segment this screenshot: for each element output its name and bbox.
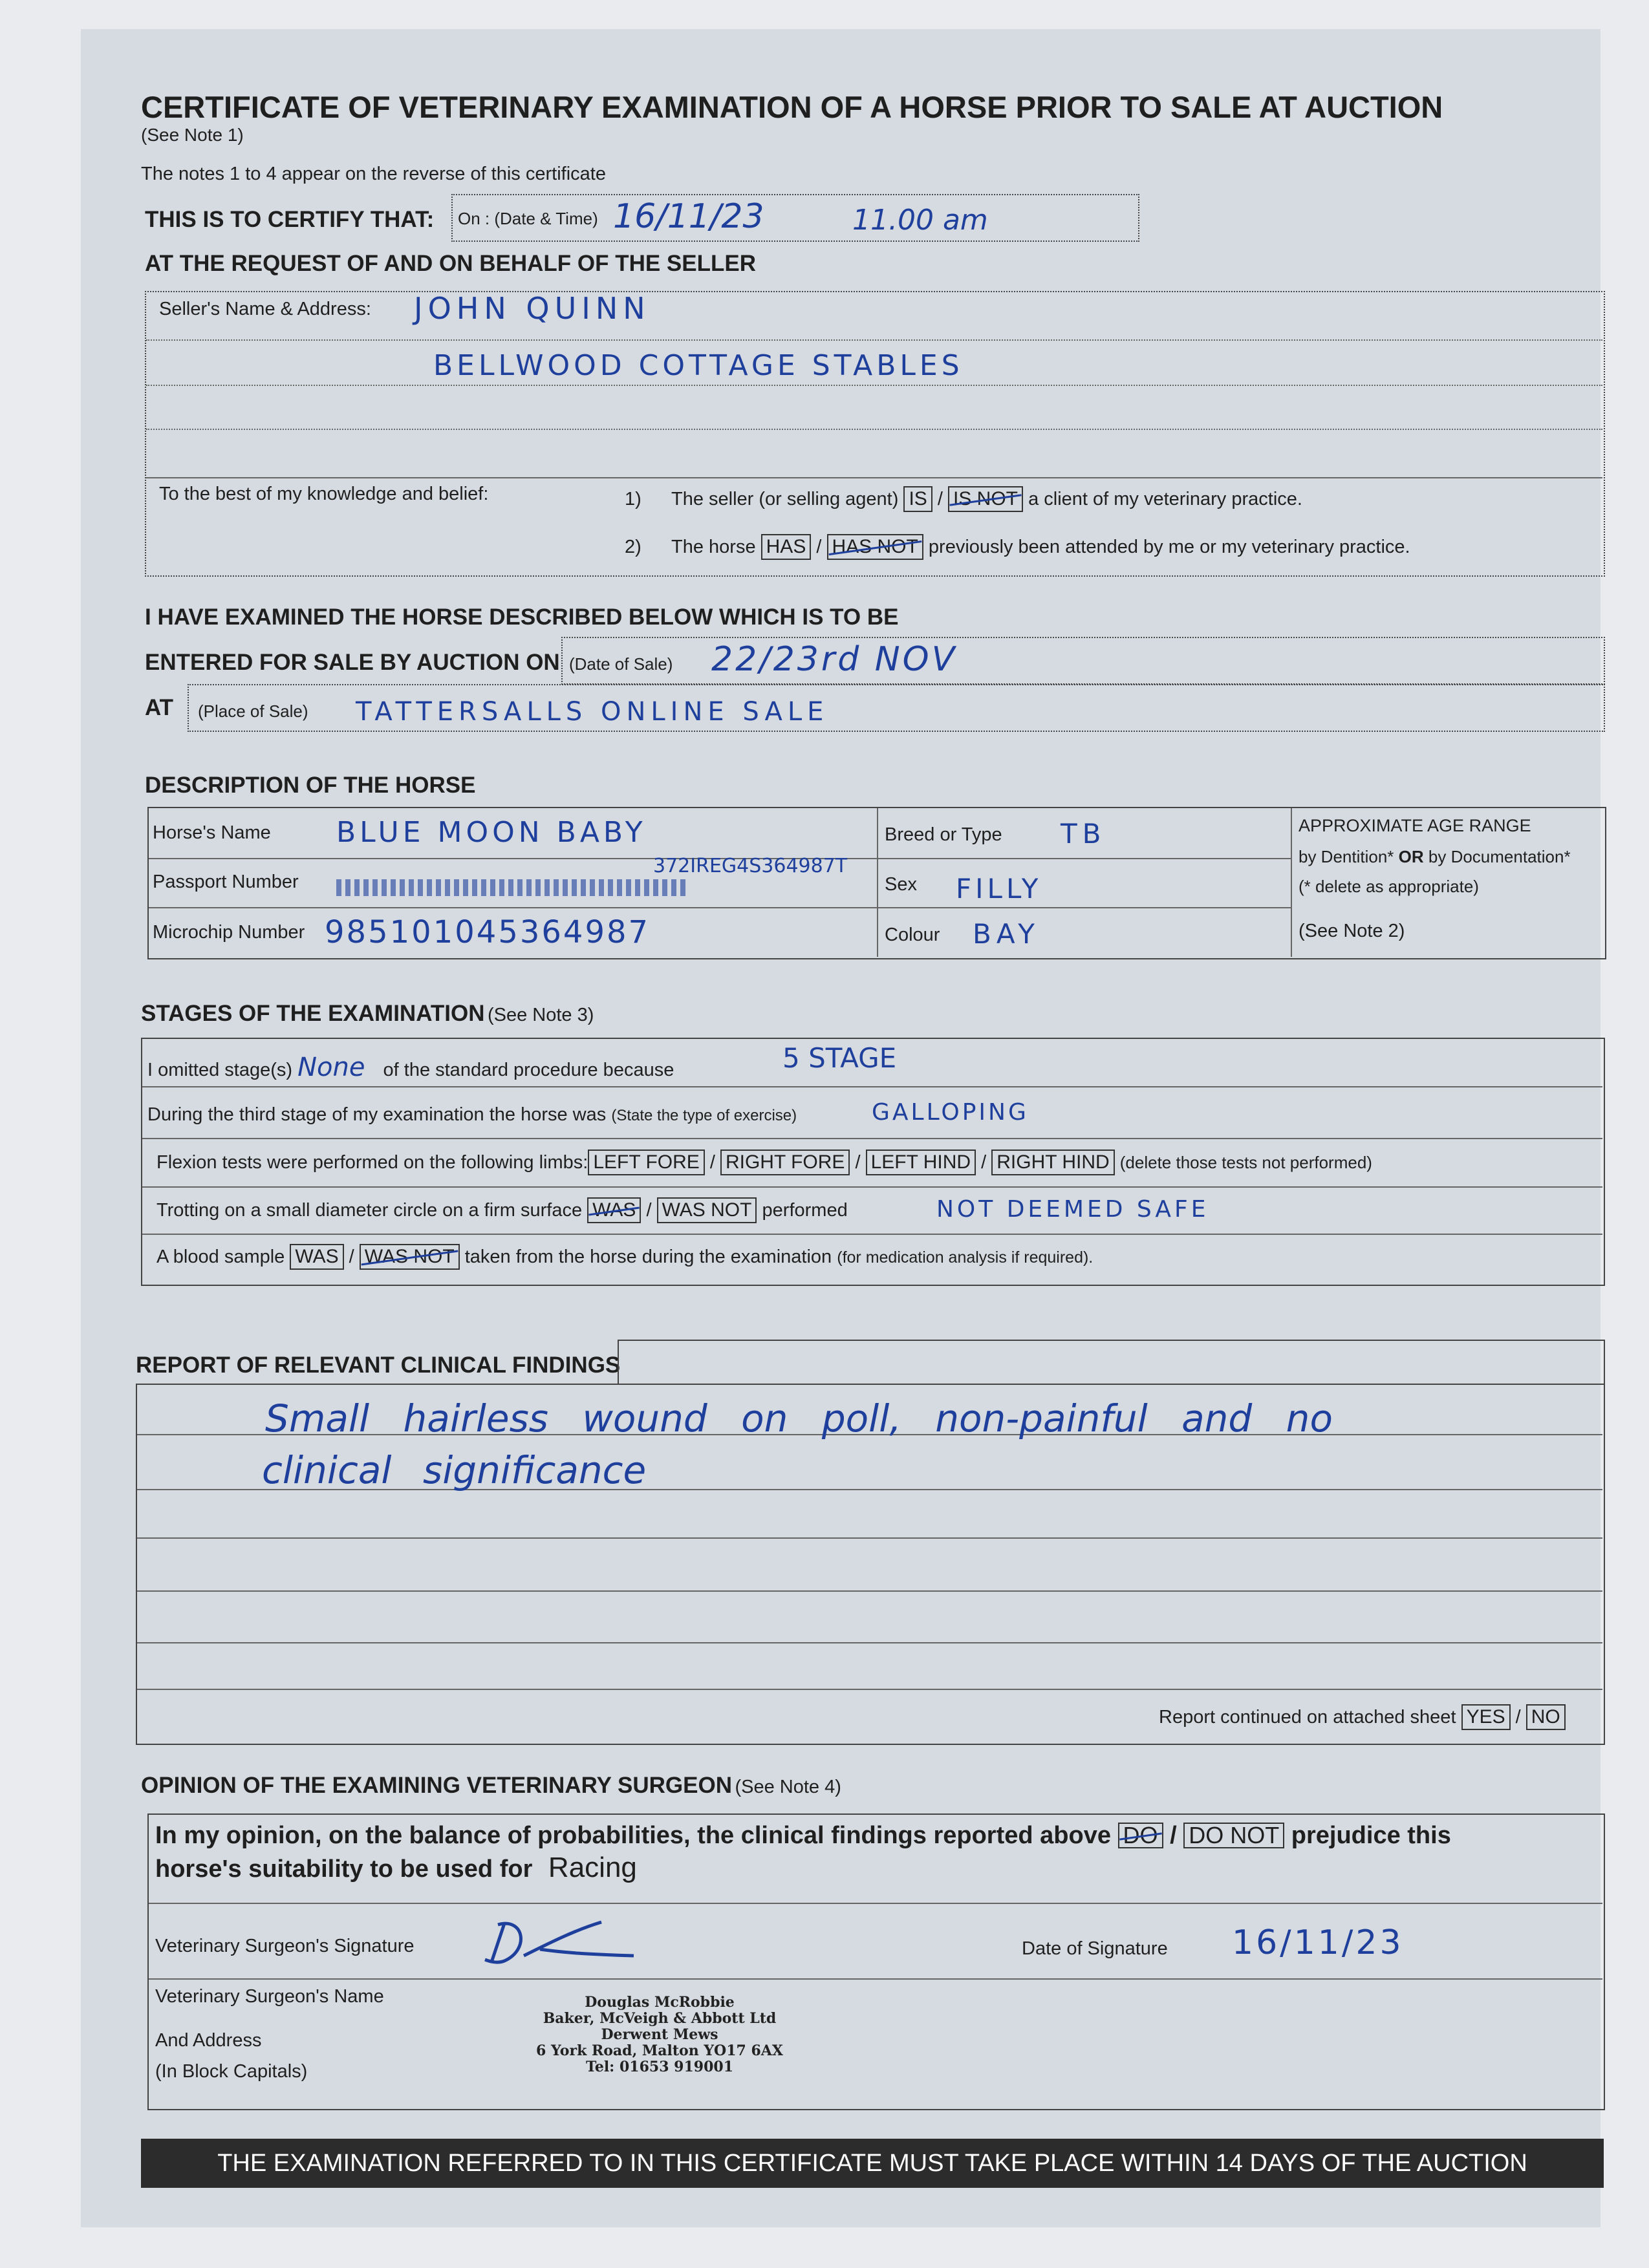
- omitted-label: I omitted stage(s): [147, 1060, 293, 1080]
- at-label: AT: [145, 695, 174, 720]
- right-hind-option[interactable]: RIGHT HIND: [991, 1150, 1114, 1175]
- item-1-number: 1): [625, 489, 641, 509]
- entered-label: ENTERED FOR SALE BY AUCTION ON: [145, 650, 560, 675]
- horse-attended-suffix: previously been attended by me or my veterinary practice.: [928, 537, 1410, 557]
- item-2-number: 2): [625, 537, 641, 557]
- stages-heading: [141, 1001, 594, 1027]
- microchip-label: Microchip Number: [153, 922, 305, 943]
- stamp-address-1: Derwent Mews: [601, 2026, 718, 2043]
- certify-label: THIS IS TO CERTIFY THAT:: [145, 207, 435, 232]
- report-heading: REPORT OF RELEVANT CLINICAL FINDINGS: [136, 1353, 621, 1378]
- age-see-note: (See Note 2): [1299, 921, 1405, 941]
- trot-was-not-option[interactable]: WAS NOT: [657, 1197, 757, 1223]
- passport-label: Passport Number: [153, 872, 299, 892]
- flexion-label: Flexion tests were performed on the following limbs:: [156, 1152, 588, 1173]
- age-by-documentation[interactable]: by Documentation*: [1428, 847, 1571, 866]
- age-or: OR: [1398, 847, 1424, 866]
- scribbled-out-passport: [336, 879, 685, 896]
- notes-reference: The notes 1 to 4 appear on the reverse of this certificate: [141, 164, 606, 184]
- report-continued-label: Report continued on attached sheet: [1159, 1707, 1456, 1728]
- note-1-ref: (See Note 1): [141, 125, 244, 145]
- flexion-note: (delete those tests not performed): [1119, 1153, 1372, 1172]
- blood-label: A blood sample: [156, 1246, 285, 1267]
- age-range-options: [1299, 847, 1571, 867]
- third-stage-hint: (State the type of exercise): [611, 1107, 797, 1124]
- microchip-number: 985101045364987: [325, 914, 651, 950]
- signature-label: Veterinary Surgeon's Signature: [155, 1936, 415, 1956]
- trot-label: Trotting on a small diameter circle on a firm surface: [156, 1200, 583, 1221]
- continued-yes-option[interactable]: YES: [1461, 1704, 1511, 1730]
- stages-title: STAGES OF THE EXAMINATION: [141, 1001, 485, 1026]
- seller-client-row: The seller (or selling agent) IS / IS NOT a client of my veterinary practice.: [671, 486, 1302, 512]
- left-hind-option[interactable]: LEFT HIND: [866, 1150, 976, 1175]
- date-of-signature-label: Date of Signature: [1022, 1938, 1168, 1959]
- sale-place-label: (Place of Sale): [198, 701, 308, 721]
- trot-was-option[interactable]: WAS: [587, 1197, 641, 1223]
- page-title: CERTIFICATE OF VETERINARY EXAMINATION OF A HORSE PRIOR TO SALE AT AUCTION: [141, 90, 1443, 124]
- breed-label: Breed or Type: [885, 824, 1002, 845]
- opinion-text-suffix: prejudice this: [1291, 1822, 1451, 1849]
- sale-date-label: (Date of Sale): [569, 654, 673, 674]
- trot-reason: NOT DEEMED SAFE: [936, 1196, 1209, 1223]
- sale-date: 22/23rd NOV: [711, 640, 958, 679]
- trot-row: Trotting on a small diameter circle on a firm surface WAS / WAS NOT performed: [156, 1197, 848, 1223]
- age-range-title: APPROXIMATE AGE RANGE: [1299, 816, 1531, 835]
- stamp-name: Douglas McRobbie: [585, 1994, 735, 2011]
- sex-value: FILLY: [956, 873, 1042, 904]
- flexion-row: Flexion tests were performed on the following limbs: LEFT FORE / RIGHT FORE / LEFT HIND / RIGHT HIND (delete those tests not performed): [156, 1150, 1372, 1175]
- examined-label: I HAVE EXAMINED THE HORSE DESCRIBED BELOW WHICH IS TO BE: [145, 604, 899, 630]
- knowledge-label: To the best of my knowledge and belief:: [159, 484, 489, 504]
- stamp-phone: Tel: 01653 919001: [585, 2059, 734, 2075]
- age-by-dentition[interactable]: by Dentition*: [1299, 847, 1394, 866]
- blood-was-not-option[interactable]: WAS NOT: [360, 1244, 460, 1270]
- vet-stamp: [530, 1995, 789, 2075]
- block-capitals-label: (In Block Capitals): [155, 2061, 308, 2082]
- seller-client-text: The seller (or selling agent): [671, 489, 899, 509]
- signature-mark: [479, 1917, 640, 1969]
- report-continued-row: Report continued on attached sheet YES / NO: [1159, 1704, 1566, 1730]
- vet-address-label: And Address: [155, 2030, 262, 2051]
- opinion-line-1: In my opinion, on the balance of probabilities, the clinical findings reported above DO / DO NOT prejudice this: [155, 1822, 1451, 1849]
- opinion-note: (See Note 4): [735, 1777, 841, 1797]
- on-date-label: On : (Date & Time): [458, 209, 598, 228]
- horse-attended-text: The horse: [671, 537, 756, 557]
- stages-note: (See Note 3): [487, 1005, 594, 1025]
- blood-row: A blood sample WAS / WAS NOT taken from the horse during the examination (for medication analysis if required).: [156, 1244, 1093, 1270]
- has-not-option[interactable]: HAS NOT: [827, 534, 923, 560]
- opinion-text: In my opinion, on the balance of probabilities, the clinical findings reported above: [155, 1822, 1111, 1849]
- description-heading: DESCRIPTION OF THE HORSE: [145, 773, 476, 798]
- do-not-option[interactable]: DO NOT: [1183, 1823, 1284, 1848]
- horse-name-label: Horse's Name: [153, 822, 271, 843]
- colour-label: Colour: [885, 925, 940, 945]
- trot-performed: performed: [762, 1200, 848, 1221]
- horse-name: BLUE MOON BABY: [336, 816, 647, 849]
- stamp-practice: Baker, McVeigh & Abbott Ltd: [543, 2010, 777, 2027]
- third-stage-value: GALLOPING: [872, 1099, 1029, 1126]
- suitability-use: Racing: [548, 1852, 637, 1883]
- footer-banner: THE EXAMINATION REFERRED TO IN THIS CERTIFICATE MUST TAKE PLACE WITHIN 14 DAYS OF THE AUCTION: [141, 2139, 1604, 2188]
- suitability-text: horse's suitability to be used for: [155, 1856, 533, 1883]
- omitted-because: of the standard procedure because: [383, 1060, 674, 1080]
- request-label: AT THE REQUEST OF AND ON BEHALF OF THE SELLER: [145, 251, 756, 276]
- omitted-value: None: [297, 1053, 365, 1082]
- exam-time: 11.00 am: [852, 204, 988, 237]
- breed-value: TB: [1061, 818, 1106, 850]
- exam-date: 16/11/23: [613, 197, 764, 236]
- date-of-signature: 16/11/23: [1232, 1923, 1404, 1962]
- report-heading-box: [618, 1340, 1605, 1385]
- report-line-1: Small hairless wound on poll, non-painful and no: [265, 1396, 1333, 1440]
- blood-was-option[interactable]: WAS: [290, 1244, 343, 1270]
- right-fore-option[interactable]: RIGHT FORE: [720, 1150, 850, 1175]
- age-delete-note: (* delete as appropriate): [1299, 877, 1479, 896]
- sex-label: Sex: [885, 874, 917, 895]
- colour-value: BAY: [973, 918, 1040, 950]
- seller-address: BELLWOOD COTTAGE STABLES: [433, 349, 964, 382]
- do-option[interactable]: DO: [1118, 1823, 1163, 1848]
- opinion-line-2: [155, 1852, 637, 1884]
- is-not-option[interactable]: IS NOT: [948, 486, 1023, 512]
- third-stage-row: [147, 1104, 797, 1126]
- seller-client-suffix: a client of my veterinary practice.: [1028, 489, 1302, 509]
- third-stage-label: During the third stage of my examination the horse was: [147, 1104, 607, 1125]
- omitted-row: [147, 1053, 674, 1082]
- is-option[interactable]: IS: [903, 486, 932, 512]
- continued-no-option[interactable]: NO: [1526, 1704, 1566, 1730]
- blood-taken-text: taken from the horse during the examination: [464, 1246, 832, 1267]
- opinion-heading: [141, 1773, 841, 1799]
- stamp-address-2: 6 York Road, Malton YO17 6AX: [536, 2042, 783, 2059]
- seller-name: JOHN QUINN: [414, 291, 651, 326]
- has-option[interactable]: HAS: [761, 534, 812, 560]
- seller-label: Seller's Name & Address:: [159, 299, 371, 319]
- horse-attended-row: The horse HAS / HAS NOT previously been attended by me or my veterinary practice.: [671, 534, 1410, 560]
- sale-place: TATTERSALLS ONLINE SALE: [356, 697, 829, 727]
- omitted-reason: 5 STAGE: [782, 1042, 897, 1074]
- report-line-2: clinical significance: [262, 1448, 647, 1492]
- opinion-title: OPINION OF THE EXAMINING VETERINARY SURGEON: [141, 1773, 732, 1798]
- vet-name-label: Veterinary Surgeon's Name: [155, 1986, 384, 2007]
- left-fore-option[interactable]: LEFT FORE: [588, 1150, 704, 1175]
- passport-number: 372IREG4S364987T: [653, 855, 848, 877]
- blood-note: (for medication analysis if required).: [837, 1248, 1094, 1267]
